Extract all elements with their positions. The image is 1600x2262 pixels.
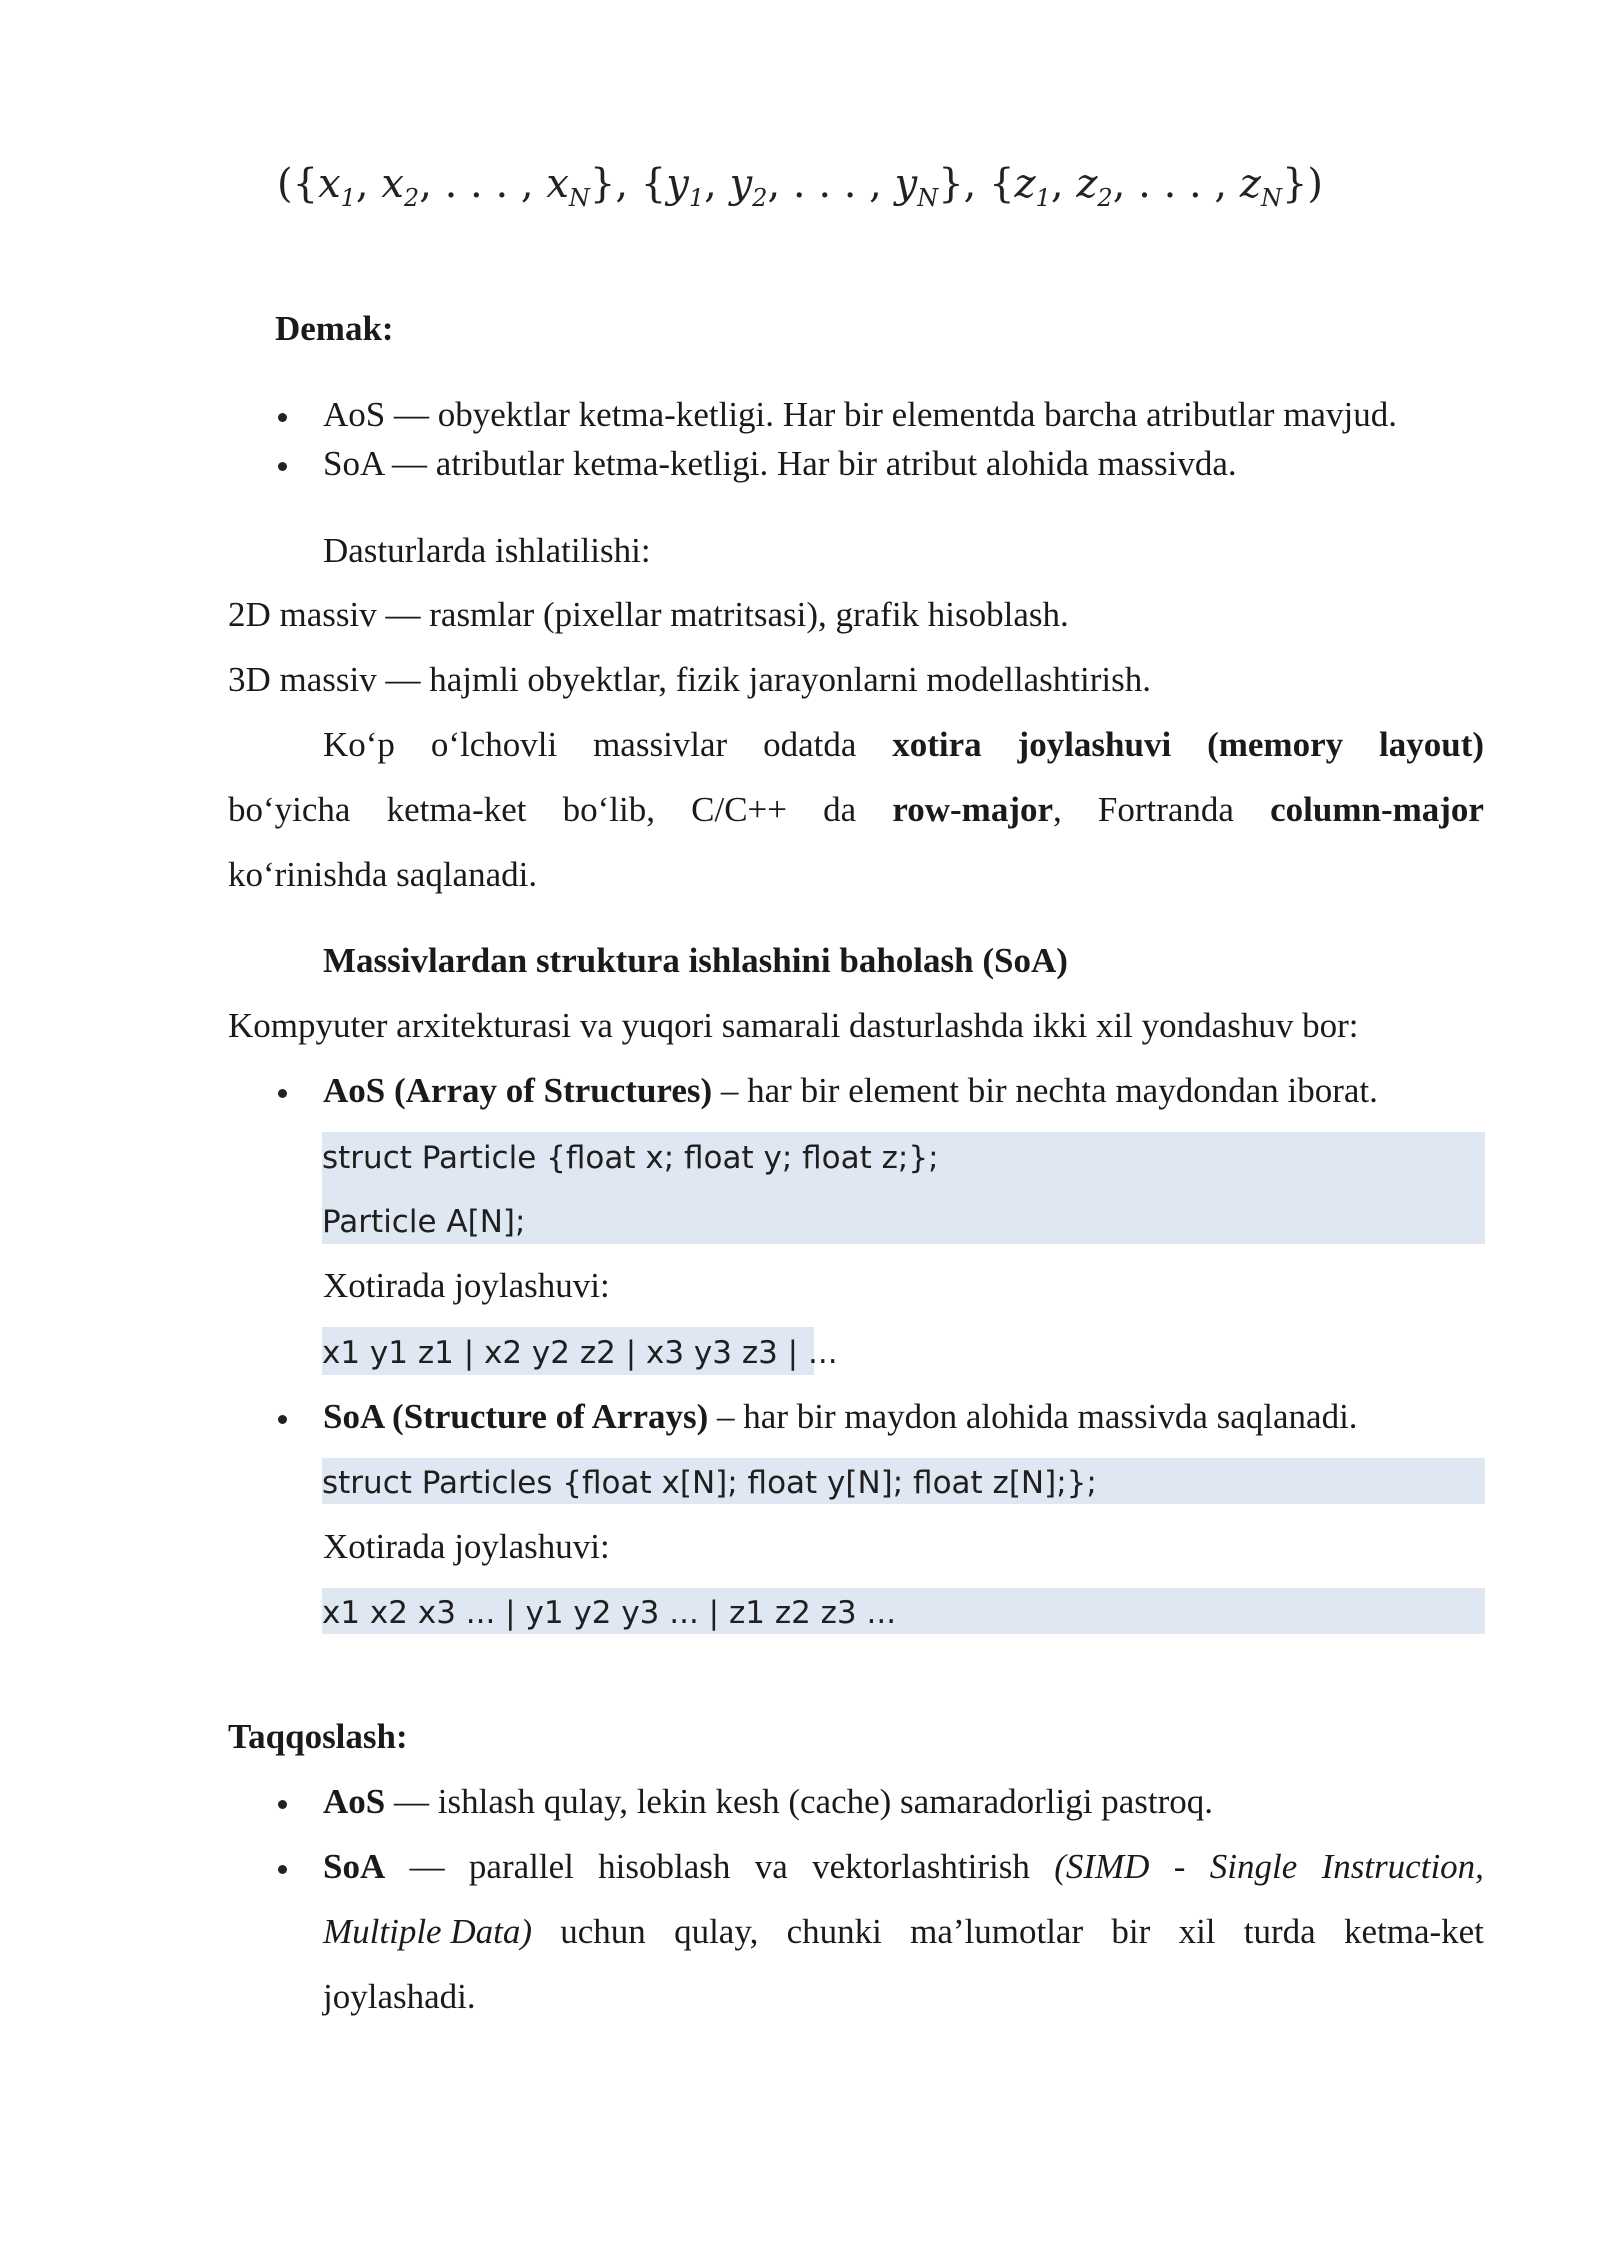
set-formula: ({$x_1$, $x_2$, . . . , $x_N$}, {$y_1$, $y_2$, . . . , $y_N$}, {$z_1$, $z_2$, . . . , $z_N$}) — [277, 161, 1323, 212]
aos-desc: – har bir element bir nechta maydondan iborat. — [712, 1071, 1378, 1110]
demak-item-soa: SoA — atributlar ketma-ketligi. Har bir atribut alohida massivda. — [323, 444, 1237, 483]
compare-soa-row2: Multiple Data) uchun qulay, chunki ma’lumotlar bir xil turda ketma-ket — [323, 1912, 1484, 1951]
bullet-dot — [278, 462, 287, 471]
usage-3d: 3D massiv — hajmli obyektlar, fizik jarayonlarni modellashtirish. — [228, 660, 1151, 699]
layout-paragraph-row3: ko‘rinishda saqlanadi. — [228, 855, 538, 894]
soa-desc: – har bir maydon alohida massivda saqlanadi. — [708, 1397, 1358, 1436]
bullet-dot — [278, 1865, 287, 1874]
aos-code-block — [322, 1132, 1485, 1244]
aos-mem-block — [322, 1327, 838, 1375]
soa-code-block — [322, 1458, 1485, 1504]
bullet-dot — [278, 1800, 287, 1809]
aos-mem-layout: x1 y1 z1 | x2 y2 z2 | x3 y3 z3 | ... — [322, 1335, 838, 1371]
compare-soa-row3: joylashadi. — [323, 1977, 476, 2016]
bullet-dot — [278, 413, 287, 422]
aos-mem-label: Xotirada joylashuvi: — [323, 1266, 610, 1305]
usage-intro: Dasturlarda ishlatilishi: — [323, 531, 651, 570]
aos-title: AoS (Array of Structures) — [323, 1071, 713, 1110]
layout-paragraph-row1: Ko‘p o‘lchovli massivlar odatda xotira joylashuvi (memory layout) — [323, 725, 1484, 764]
layout-paragraph-row2: bo‘yicha ketma-ket bo‘lib, C/C++ da row-major, Fortranda column-major — [228, 790, 1484, 829]
aos-item — [323, 1070, 1378, 1112]
compare-heading: Taqqoslash: — [228, 1717, 408, 1756]
soa-code-line: struct Particles {float x[N]; float y[N]; float z[N];}; — [322, 1465, 1097, 1501]
soa-mem-layout: x1 x2 x3 ... | y1 y2 y3 ... | z1 z2 z3 ... — [322, 1595, 897, 1631]
compare-aos: AoS — ishlash qulay, lekin kesh (cache) samaradorligi pastroq. — [323, 1782, 1214, 1821]
section-intro: Kompyuter arxitekturasi va yuqori samarali dasturlashda ikki xil yondashuv bor: — [228, 1006, 1359, 1045]
demak-item-aos: AoS — obyektlar ketma-ketligi. Har bir elementda barcha atributlar mavjud. — [323, 395, 1397, 434]
soa-title: SoA (Structure of Arrays) — [323, 1397, 709, 1436]
soa-mem-block — [322, 1588, 1485, 1634]
usage-2d: 2D massiv — rasmlar (pixellar matritsasi), grafik hisoblash. — [228, 595, 1069, 634]
demak-heading: Demak: — [275, 309, 394, 348]
soa-item — [323, 1396, 1358, 1438]
soa-mem-label: Xotirada joylashuvi: — [323, 1527, 610, 1566]
bullet-dot — [278, 1089, 287, 1098]
aos-code-line: Particle A[N]; — [322, 1204, 526, 1240]
bullet-dot — [278, 1415, 287, 1424]
section-heading: Massivlardan struktura ishlashini baholash (SoA) — [323, 941, 1068, 980]
compare-soa-row1: SoA — parallel hisoblash va vektorlashtirish (SIMD - Single Instruction, — [323, 1847, 1484, 1886]
aos-code-line: struct Particle {float x; float y; float z;}; — [322, 1140, 939, 1176]
